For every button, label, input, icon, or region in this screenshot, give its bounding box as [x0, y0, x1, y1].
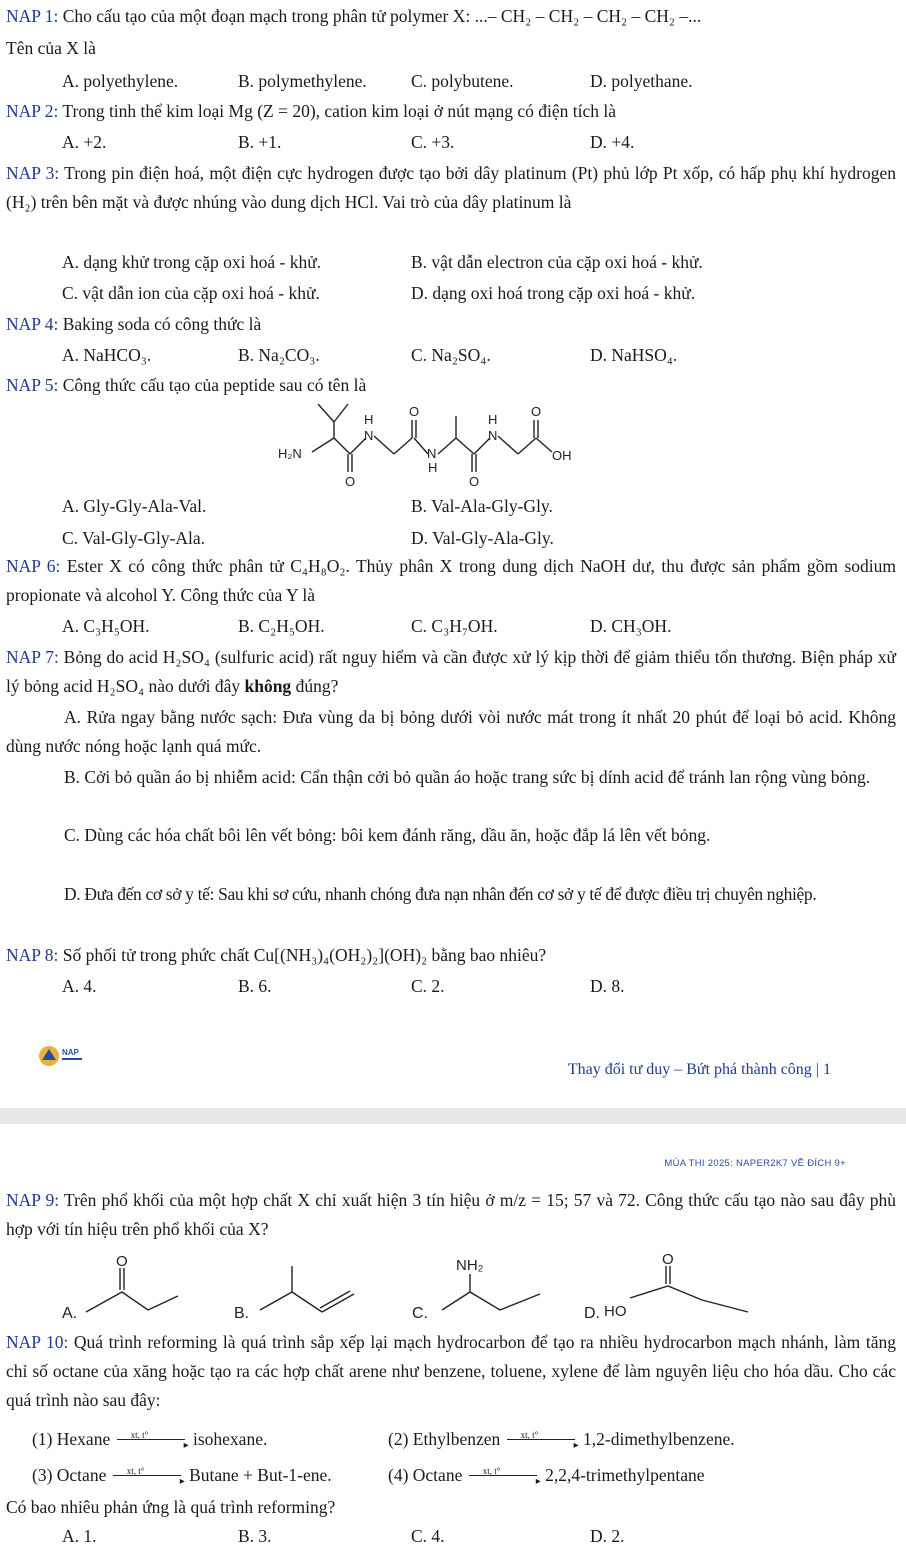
reaction-3: (3) Octane xt, t° ▸ Butane + But-1-ene. — [32, 1465, 332, 1487]
q3-option-a[interactable]: A. dạng khử trong cặp oxi hoá - khử. — [62, 252, 322, 272]
svg-text:N: N — [488, 428, 498, 443]
svg-text:O: O — [116, 1254, 128, 1270]
q10-option-c[interactable]: C. 4. — [411, 1526, 445, 1546]
q1-option-a[interactable]: A. polyethylene. — [62, 71, 179, 91]
q1-option-d[interactable]: D. polyethane. — [590, 71, 693, 91]
q6-stem: NAP 6: Ester X có công thức phân tử C₄H₈O₂. Thủy phân X trong dung dịch NaOH dư, thu được sản phẩm gồm sodium propionate và alcohol Y. Công thức của Y là — [6, 556, 896, 605]
q3-option-c[interactable]: C. vật dẫn ion của cặp oxi hoá - khử. — [62, 283, 320, 303]
svg-text:O: O — [345, 474, 356, 488]
q1-stem: NAP 1: Cho cấu tạo của một đoạn mạch trong phân tử polymer X: ...– CH₂ – CH₂ – CH₂ – CH₂ –... — [6, 6, 702, 26]
q4-option-a[interactable]: A. NaHCO₃. — [62, 345, 152, 365]
svg-text:H: H — [428, 460, 438, 475]
q6-label: NAP 6: — [6, 556, 61, 576]
q3-option-d[interactable]: D. dạng oxi hoá trong cặp oxi hoá - khử. — [411, 283, 696, 303]
svg-text:N: N — [427, 446, 437, 461]
q5-stem: NAP 5: Công thức cấu tạo của peptide sau có tên là — [6, 375, 367, 395]
q10-option-d[interactable]: D. 2. — [590, 1526, 625, 1546]
q1-line2: Tên của X là — [6, 38, 96, 58]
svg-text:NH₂: NH₂ — [456, 1257, 484, 1274]
svg-text:O: O — [662, 1254, 674, 1268]
svg-text:D.: D. — [584, 1305, 600, 1322]
q3-stem: NAP 3: Trong pin điện hoá, một điện cực hydrogen được tạo bởi dây platinum (Pt) phủ lớp Pt xốp, có hấp phụ khí hydrogen (H₂) trên bên mặt và được nhúng vào dung dịch HCl. Vai trò của dây platinum là — [6, 163, 896, 212]
q7-option-a[interactable]: A. Rửa ngay bằng nước sạch: Đưa vùng da bị bỏng dưới vòi nước mát trong ít nhất 20 phút để loại bỏ acid. Không dùng nước nóng hoặc lạnh quá mức. — [6, 707, 896, 756]
q1-label: NAP 1: — [6, 6, 59, 26]
q4-option-c[interactable]: C. Na₂SO₄. — [411, 345, 491, 365]
q2-option-b[interactable]: B. +1. — [238, 132, 282, 152]
q6-option-c[interactable]: C. C₃H₇OH. — [411, 616, 498, 636]
q7-stem: NAP 7: Bỏng do acid H₂SO₄ (sulfuric acid) rất nguy hiểm và cần được xử lý kịp thời để giảm thiểu tổn thương. Biện pháp xử lý bỏng acid H₂SO₄ nào dưới đây không đúng? — [6, 647, 896, 696]
q10-label: NAP 10: — [6, 1332, 69, 1352]
q8-label: NAP 8: — [6, 945, 59, 965]
page-divider — [0, 1108, 906, 1124]
svg-text:C.: C. — [412, 1305, 428, 1322]
q7-option-c[interactable]: C. Dùng các hóa chất bôi lên vết bỏng: bôi kem đánh răng, dầu ăn, hoặc đắp lá lên vết bỏng. — [64, 825, 711, 845]
reaction-1: (1) Hexane xt, t° ▸ isohexane. — [32, 1429, 268, 1451]
q5-option-c[interactable]: C. Val-Gly-Gly-Ala. — [62, 528, 206, 548]
q1-option-c[interactable]: C. polybutene. — [411, 71, 514, 91]
svg-text:NAP: NAP — [62, 1048, 79, 1057]
q2-option-d[interactable]: D. +4. — [590, 132, 635, 152]
q3-option-b[interactable]: B. vật dẫn electron của cặp oxi hoá - khử. — [411, 252, 703, 272]
svg-text:N: N — [364, 428, 374, 443]
svg-text:O: O — [531, 404, 542, 419]
q2-option-a[interactable]: A. +2. — [62, 132, 107, 152]
q6-option-a[interactable]: A. C₃H₅OH. — [62, 616, 150, 636]
q9-structures — [56, 1254, 776, 1324]
q10-question: Có bao nhiêu phản ứng là quá trình reforming? — [6, 1497, 336, 1517]
q2-option-c[interactable]: C. +3. — [411, 132, 455, 152]
svg-text:OH: OH — [552, 448, 572, 463]
q5-option-b[interactable]: B. Val-Ala-Gly-Gly. — [411, 496, 553, 516]
reaction-2: (2) Ethylbenzen xt, t° ▸ 1,2-dimethylbenzene. — [388, 1429, 735, 1451]
svg-text:A.: A. — [62, 1305, 78, 1322]
q5-label: NAP 5: — [6, 375, 59, 395]
svg-text:H: H — [364, 412, 374, 427]
q8-option-d[interactable]: D. 8. — [590, 976, 625, 996]
q8-stem: NAP 8: Số phối tử trong phức chất Cu[(NH₃)₄(OH₂)₂](OH)₂ bằng bao nhiêu? — [6, 945, 547, 965]
q7-option-b[interactable]: B. Cởi bỏ quần áo bị nhiễm acid: Cẩn thận cởi bỏ quần áo hoặc trang sức bị dính acid để tránh lan rộng vùng bỏng. — [64, 767, 871, 787]
q7-option-d[interactable]: D. Đưa đến cơ sở y tế: Sau khi sơ cứu, nhanh chóng đưa nạn nhân đến cơ sở y tế để được điều trị chuyên nghiệp. — [64, 884, 817, 904]
q7-label: NAP 7: — [6, 647, 59, 667]
q3-label: NAP 3: — [6, 163, 60, 183]
q9-stem: NAP 9: Trên phổ khối của một hợp chất X chỉ xuất hiện 3 tín hiệu ở m/z = 15; 57 và 72. Công thức cấu tạo nào sau đây phù hợp với tín hiệu trên phổ khối của X? — [6, 1190, 896, 1239]
svg-text:B.: B. — [234, 1305, 250, 1322]
q8-option-a[interactable]: A. 4. — [62, 976, 97, 996]
q4-stem: NAP 4: Baking soda có công thức là — [6, 314, 262, 334]
q10-option-a[interactable]: A. 1. — [62, 1526, 97, 1546]
q4-option-b[interactable]: B. Na₂CO₃. — [238, 345, 320, 365]
q5-option-a[interactable]: A. Gly-Gly-Ala-Val. — [62, 496, 207, 516]
q2-label: NAP 2: — [6, 101, 59, 121]
q4-option-d[interactable]: D. NaHSO₄. — [590, 345, 678, 365]
q10-option-b[interactable]: B. 3. — [238, 1526, 272, 1546]
svg-text:H: H — [488, 412, 498, 427]
q1-option-b[interactable]: B. polymethylene. — [238, 71, 367, 91]
reaction-4: (4) Octane xt, t° ▸ 2,2,4-trimethylpentane — [388, 1465, 705, 1487]
footer-slogan: Thay đổi tư duy – Bứt phá thành công | 1 — [567, 1061, 831, 1078]
svg-text:HO: HO — [604, 1303, 627, 1320]
q4-label: NAP 4: — [6, 314, 59, 334]
q9-label: NAP 9: — [6, 1190, 60, 1210]
q10-stem: NAP 10: Quá trình reforming là quá trình sắp xếp lại mạch hydrocarbon để tạo ra nhiều hydrocarbon mạch nhánh, làm tăng chỉ số octane của xăng hoặc tạo ra các hợp chất arene như benzene, toluene, xylene để làm nguyên liệu cho hóa dầu. Cho các quá trình nào sau đây: — [6, 1332, 896, 1410]
q2-stem: NAP 2: Trong tinh thể kim loại Mg (Z = 20), cation kim loại ở nút mạng có điện tích là — [6, 101, 617, 121]
peptide-structure — [270, 398, 600, 488]
nap-logo — [38, 1043, 88, 1069]
q1-formula: – CH₂ – CH₂ – CH₂ – CH₂ –... — [487, 6, 702, 26]
q5-option-d[interactable]: D. Val-Gly-Ala-Gly. — [411, 528, 554, 548]
q8-option-c[interactable]: C. 2. — [411, 976, 445, 996]
q6-option-d[interactable]: D. CH₃OH. — [590, 616, 672, 636]
q6-option-b[interactable]: B. C₂H₅OH. — [238, 616, 325, 636]
struct-h2n: H₂N — [278, 446, 302, 461]
page-header: MÙA THI 2025: NAPER2K7 VỀ ĐÍCH 9+ — [664, 1158, 846, 1169]
svg-text:O: O — [469, 474, 480, 488]
svg-text:O: O — [409, 404, 420, 419]
q8-option-b[interactable]: B. 6. — [238, 976, 272, 996]
